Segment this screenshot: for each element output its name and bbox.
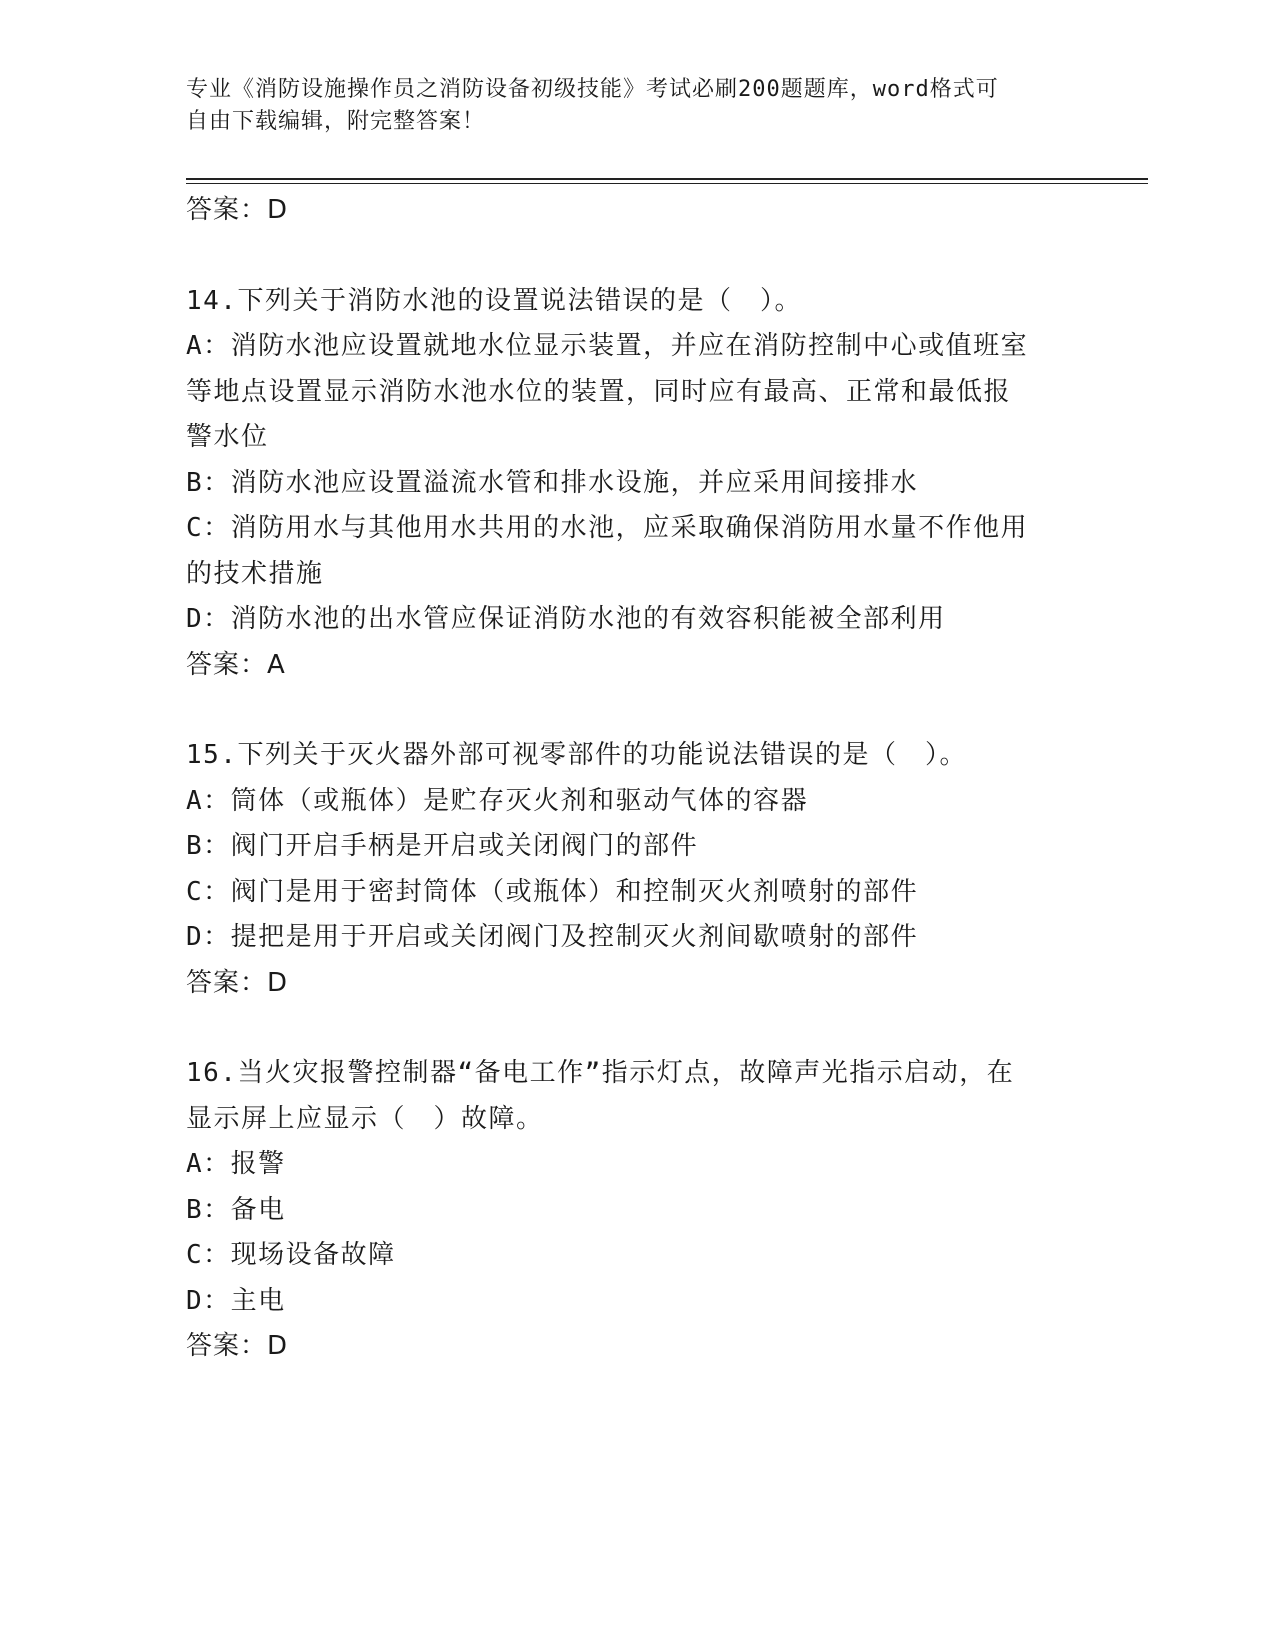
question-stem: 16.当火灾报警控制器“备电工作”指示灯点，故障声光指示启动，在 — [186, 1058, 1015, 1088]
question-16 — [186, 1051, 1076, 1370]
option-d: D：消防水池的出水管应保证消防水池的有效容积能被全部利用 — [186, 604, 946, 634]
page-header — [186, 74, 1066, 138]
option-d: D：提把是用于开启或关闭阀门及控制灭火剂间歇喷射的部件 — [186, 922, 919, 952]
question-15 — [186, 733, 1076, 1006]
option-c: C：消防用水与其他用水共用的水池，应采取确保消防用水量不作他用 — [186, 513, 1029, 543]
question-stem: 15.下列关于灭火器外部可视零部件的功能说法错误的是（ ）。 — [186, 740, 967, 770]
option-c: C：阀门是用于密封筒体（或瓶体）和控制灭火剂喷射的部件 — [186, 876, 919, 907]
option-a: 警水位 — [186, 422, 269, 452]
option-a: A：消防水池应设置就地水位显示装置，并应在消防控制中心或值班室 — [186, 331, 1029, 361]
answer: 答案：D — [186, 967, 289, 998]
option-a: 等地点设置显示消防水池水位的装置，同时应有最高、正常和最低报 — [186, 376, 1012, 407]
question-stem: 14.下列关于消防水池的设置说法错误的是（ ）。 — [186, 285, 802, 316]
answer: 答案：D — [186, 1331, 289, 1361]
header-divider — [186, 178, 1148, 180]
option-b: B：消防水池应设置溢流水管和排水设施，并应采用间接排水 — [186, 467, 919, 498]
option-b: B：备电 — [186, 1194, 286, 1225]
option-c: 的技术措施 — [186, 558, 324, 589]
option-a: A：筒体（或瓶体）是贮存灭火剂和驱动气体的容器 — [186, 785, 809, 816]
question-14 — [186, 279, 1076, 689]
document-body — [186, 188, 1076, 1370]
option-d: D：主电 — [186, 1285, 286, 1316]
previous-answer: 答案：D — [186, 195, 289, 225]
option-b: B：阀门开启手柄是开启或关闭阀门的部件 — [186, 831, 699, 861]
question-stem: 显示屏上应显示（ ）故障。 — [186, 1103, 544, 1134]
answer: 答案：A — [186, 649, 286, 680]
option-c: C：现场设备故障 — [186, 1240, 396, 1270]
option-a: A：报警 — [186, 1149, 286, 1179]
header-divider — [186, 183, 1148, 184]
header-line: 专业《消防设施操作员之消防设备初级技能》考试必刷200题题库，word格式可 — [186, 77, 999, 102]
header-line: 自由下载编辑，附完整答案！ — [186, 109, 486, 134]
